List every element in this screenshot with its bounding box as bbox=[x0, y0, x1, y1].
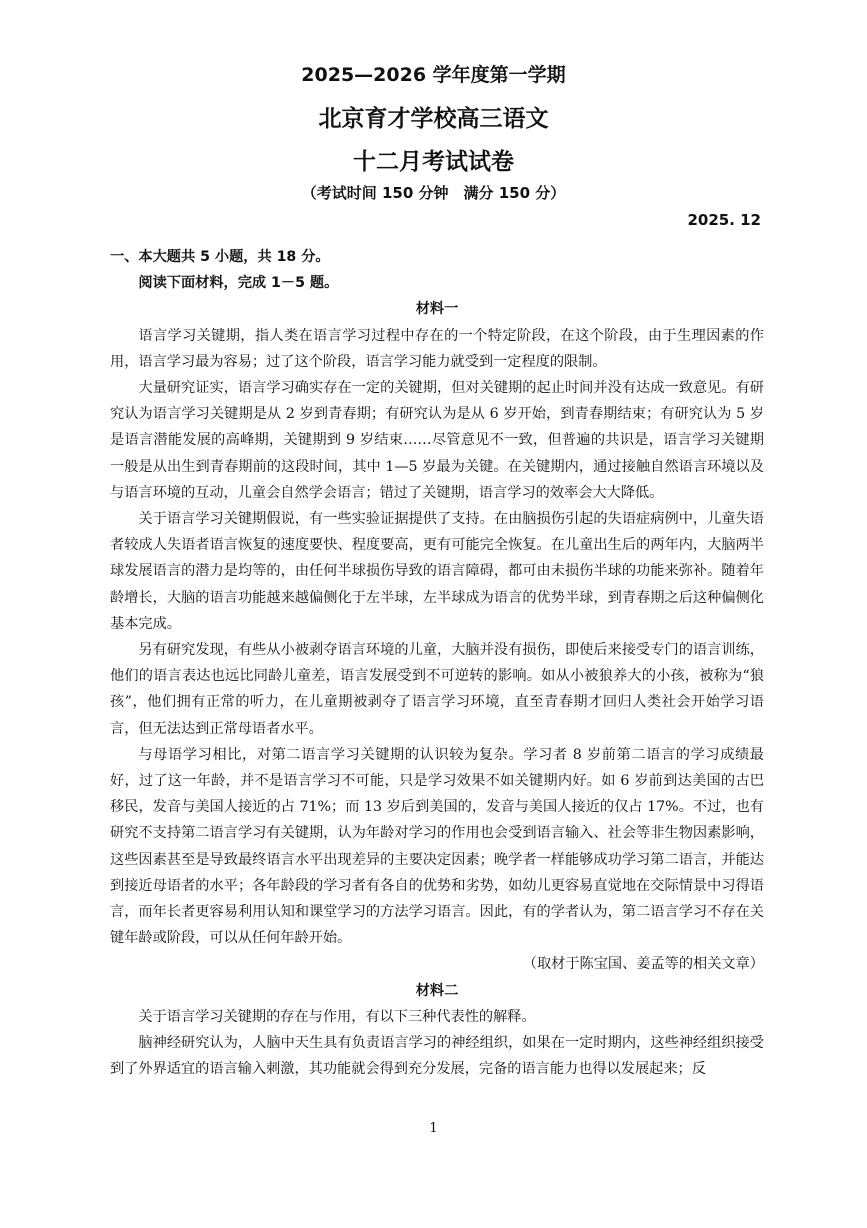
paragraph: 与母语学习相比，对第二语言学习关键期的认识较为复杂。学习者 8 岁前第二语言的学习成绩最好，过了这一年龄，并不是语言学习不可能，只是学习效果不如关键期内好。如 6 岁前到达美国的古巴移民，发音与美国人接近的占 71%；而 13 岁后到美国的，发音与美国人接近的仅占 17%。不过，也有研究不支持第二语言学习有关键期，认为年龄对学习的作用也会受到语言输入、社会等非生物因素影响，这些因素甚至是导致最终语言水平出现差异的主要决定因素；晚学者一样能够成功学习第二语言，并能达到接近母语者的水平；各年龄段的学习者有各自的优势和劣势，如幼儿更容易直觉地在交际情景中习得语言，而年长者更容易利用认知和课堂学习的方法学习语言。因此，有的学者认为，第二语言学习不存在关键年龄或阶段，可以从任何年龄开始。 bbox=[110, 746, 764, 947]
exam-content bbox=[110, 244, 764, 1083]
section-title: 一、本大题共 5 小题，共 18 分。 bbox=[110, 249, 330, 265]
paragraph: 语言学习关键期，指人类在语言学习过程中存在的一个特定阶段，在这个阶段，由于生理因素的作用，语言学习最为容易；过了这个阶段，语言学习能力就受到一定程度的限制。 bbox=[110, 327, 764, 370]
exam-title: 十二月考试试卷 bbox=[353, 149, 514, 175]
school-course-title: 北京育才学校高三语文 bbox=[318, 106, 549, 132]
paragraph: 关于语言学习关键期的存在与作用，有以下三种代表性的解释。 bbox=[138, 1008, 536, 1025]
paragraph: 关于语言学习关键期假说，有一些实验证据提供了支持。在由脑损伤引起的失语症病例中，儿童失语者较成人失语者语言恢复的速度要快、程度要高，更有可能完全恢复。在儿童出生后的两年内，大脑两半球发展语言的潜力是均等的，由任何半球损伤导致的语言障碍，都可由未损伤半球的功能来弥补。随着年龄增长，大脑的语言功能越来越偏侧化于左半球，左半球成为语言的优势半球，到青春期之后这种偏侧化基本完成。 bbox=[110, 511, 764, 632]
paragraph: 另有研究发现，有些从小被剥夺语言环境的儿童，大脑并没有损伤，即使后来接受专门的语言训练，他们的语言表达也远比同龄儿童差，语言发展受到不可逆转的影响。如从小被狼养大的小孩，被称为“狼孩”，他们拥有正常的听力，在儿童期被剥夺了语言学习环境，直至青春期才回归人类社会开始学习语言，但无法达到正常母语者水平。 bbox=[110, 642, 764, 737]
material-source: （取材于陈宝国、姜孟等的相关文章） bbox=[522, 956, 764, 973]
exam-info: （考试时间 150 分钟 满分 150 分） bbox=[301, 184, 566, 202]
paragraph: 大量研究证实，语言学习确实存在一定的关键期，但对关键期的起止时间并没有达成一致意见。有研究认为语言学习关键期是从 2 岁到青春期；有研究认为是从 6 岁开始，到青春期结束；有研究认为 5 岁是语言潜能发展的高峰期，关键期到 9 岁结束……尽管意见不一致，但普遍的共识是，语言学习关键期一般是从出生到青春期前的这段时间，其中 1—5 岁最为关键。在关键期内，通过接触自然语言环境以及与语言环境的互动，儿童会自然学会语言；错过了关键期，语言学习的效率会大大降低。 bbox=[110, 380, 764, 501]
school-year-title: 2025—2026 学年度第一学期 bbox=[301, 64, 566, 86]
material-heading: 材料一 bbox=[415, 301, 459, 318]
exam-date: 2025. 12 bbox=[687, 211, 761, 229]
material-heading: 材料二 bbox=[415, 982, 459, 999]
page-number: 1 bbox=[429, 1121, 438, 1136]
paragraph: 脑神经研究认为，人脑中天生具有负责语言学习的神经组织，如果在一定时期内，这些神经组织接受到了外界适宜的语言输入刺激，其功能就会得到充分发展，完备的语言能力也得以发展起来；反 bbox=[110, 1035, 764, 1078]
section-instruction: 阅读下面材料，完成 1－5 题。 bbox=[138, 275, 339, 292]
